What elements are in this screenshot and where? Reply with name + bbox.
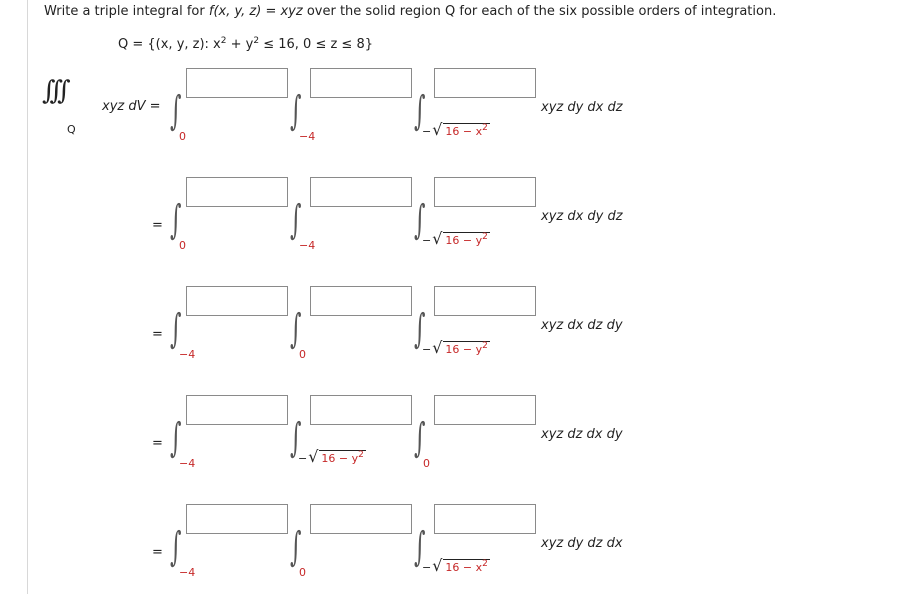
prompt-text-start: Write a triple integral for [44,4,209,19]
sqrt-negative-sign: − [422,125,432,138]
sqrt-radicand [443,559,489,574]
row-equals: = [152,545,163,560]
lhs-expression [102,99,161,114]
integral-sign: ∫ [290,415,302,461]
sqrt-radicand [443,341,489,356]
integral-sign: ∫ [170,197,182,243]
row-equals: = [152,436,163,451]
sqrt-symbol: √ [432,120,443,139]
lower-limit: −4 [179,566,196,579]
radicand-base: 16 − y [445,234,483,247]
sqrt-negative-sign: − [422,343,432,356]
integrand-differentials: xyz dx dy dz [541,209,623,224]
lower-limit: 0 [423,457,430,470]
upper-limit-input[interactable] [434,504,536,534]
lower-limit-sqrt [422,558,490,574]
sqrt-symbol: √ [432,556,443,575]
upper-limit-input[interactable] [310,177,412,207]
radicand-base: 16 − x [445,125,483,138]
lhs-equals: = [149,99,161,114]
integrand-differentials: xyz dy dx dz [541,100,623,115]
upper-limit-input[interactable] [310,286,412,316]
radicand-base: 16 − x [445,561,483,574]
region-tail: ≤ 16, 0 ≤ z ≤ 8} [259,37,373,52]
region-exp1: 2 [220,36,227,46]
integral-sign: ∫ [414,415,426,461]
integral-sign: ∫ [290,306,302,352]
integral-sign: ∫ [414,197,426,243]
sqrt-negative-sign: − [422,561,432,574]
integral-sign: ∫ [290,524,302,570]
region-mid: + y [226,37,254,52]
radicand-base: 16 − y [445,343,483,356]
lower-limit-sqrt [422,122,490,138]
sqrt-radicand [443,123,489,138]
lower-limit-sqrt [422,340,490,356]
region-exp2: 2 [253,36,260,46]
sqrt-negative-sign: − [298,452,308,465]
lower-limit: 0 [299,348,306,361]
integral-sign: ∫ [170,524,182,570]
integral-sign: ∫ [170,88,182,134]
integral-sign: ∫ [170,415,182,461]
integrand-differentials: xyz dy dz dx [541,536,623,551]
region-definition [118,37,373,52]
integral-sign: ∫ [170,306,182,352]
radicand-exponent: 2 [482,232,488,242]
lower-limit-sqrt [298,449,366,465]
prompt-function: f(x, y, z) = xyz [208,4,303,19]
lower-limit-sqrt [422,231,490,247]
sqrt-symbol: √ [432,229,443,248]
radicand-exponent: 2 [358,450,364,460]
region-lead: Q = {(x, y, z): x [118,37,221,52]
integral-sign: ∫ [290,88,302,134]
sqrt-symbol: √ [432,338,443,357]
upper-limit-input[interactable] [186,286,288,316]
upper-limit-input[interactable] [186,68,288,98]
upper-limit-input[interactable] [310,68,412,98]
radicand-base: 16 − y [321,452,359,465]
row-equals: = [152,327,163,342]
integral-sign: ∫ [414,306,426,352]
upper-limit-input[interactable] [310,504,412,534]
lower-limit: 0 [299,566,306,579]
lower-limit: −4 [179,348,196,361]
integral-sign: ∫ [290,197,302,243]
lower-limit: 0 [179,239,186,252]
lower-limit: −4 [299,239,316,252]
upper-limit-input[interactable] [434,395,536,425]
upper-limit-input[interactable] [310,395,412,425]
region-subscript: Q [67,123,76,136]
radicand-exponent: 2 [482,123,488,133]
integrand-differentials: xyz dx dz dy [541,318,623,333]
integrand-differentials: xyz dz dx dy [541,427,623,442]
triple-integral-symbol: ∫∫∫ [42,76,65,106]
row-equals: = [152,218,163,233]
upper-limit-input[interactable] [186,395,288,425]
integral-sign: ∫ [414,524,426,570]
lower-limit: 0 [179,130,186,143]
upper-limit-input[interactable] [434,177,536,207]
prompt-text-end: over the solid region Q for each of the six possible orders of integration. [302,4,777,19]
upper-limit-input[interactable] [186,504,288,534]
lhs-integrand: xyz dV [102,99,146,114]
sqrt-radicand [319,450,365,465]
sqrt-negative-sign: − [422,234,432,247]
radicand-exponent: 2 [482,341,488,351]
upper-limit-input[interactable] [434,68,536,98]
question-prompt [44,4,776,19]
lower-limit: −4 [299,130,316,143]
integral-sign: ∫ [414,88,426,134]
sqrt-symbol: √ [308,447,319,466]
radicand-exponent: 2 [482,559,488,569]
sqrt-radicand [443,232,489,247]
upper-limit-input[interactable] [186,177,288,207]
lower-limit: −4 [179,457,196,470]
upper-limit-input[interactable] [434,286,536,316]
